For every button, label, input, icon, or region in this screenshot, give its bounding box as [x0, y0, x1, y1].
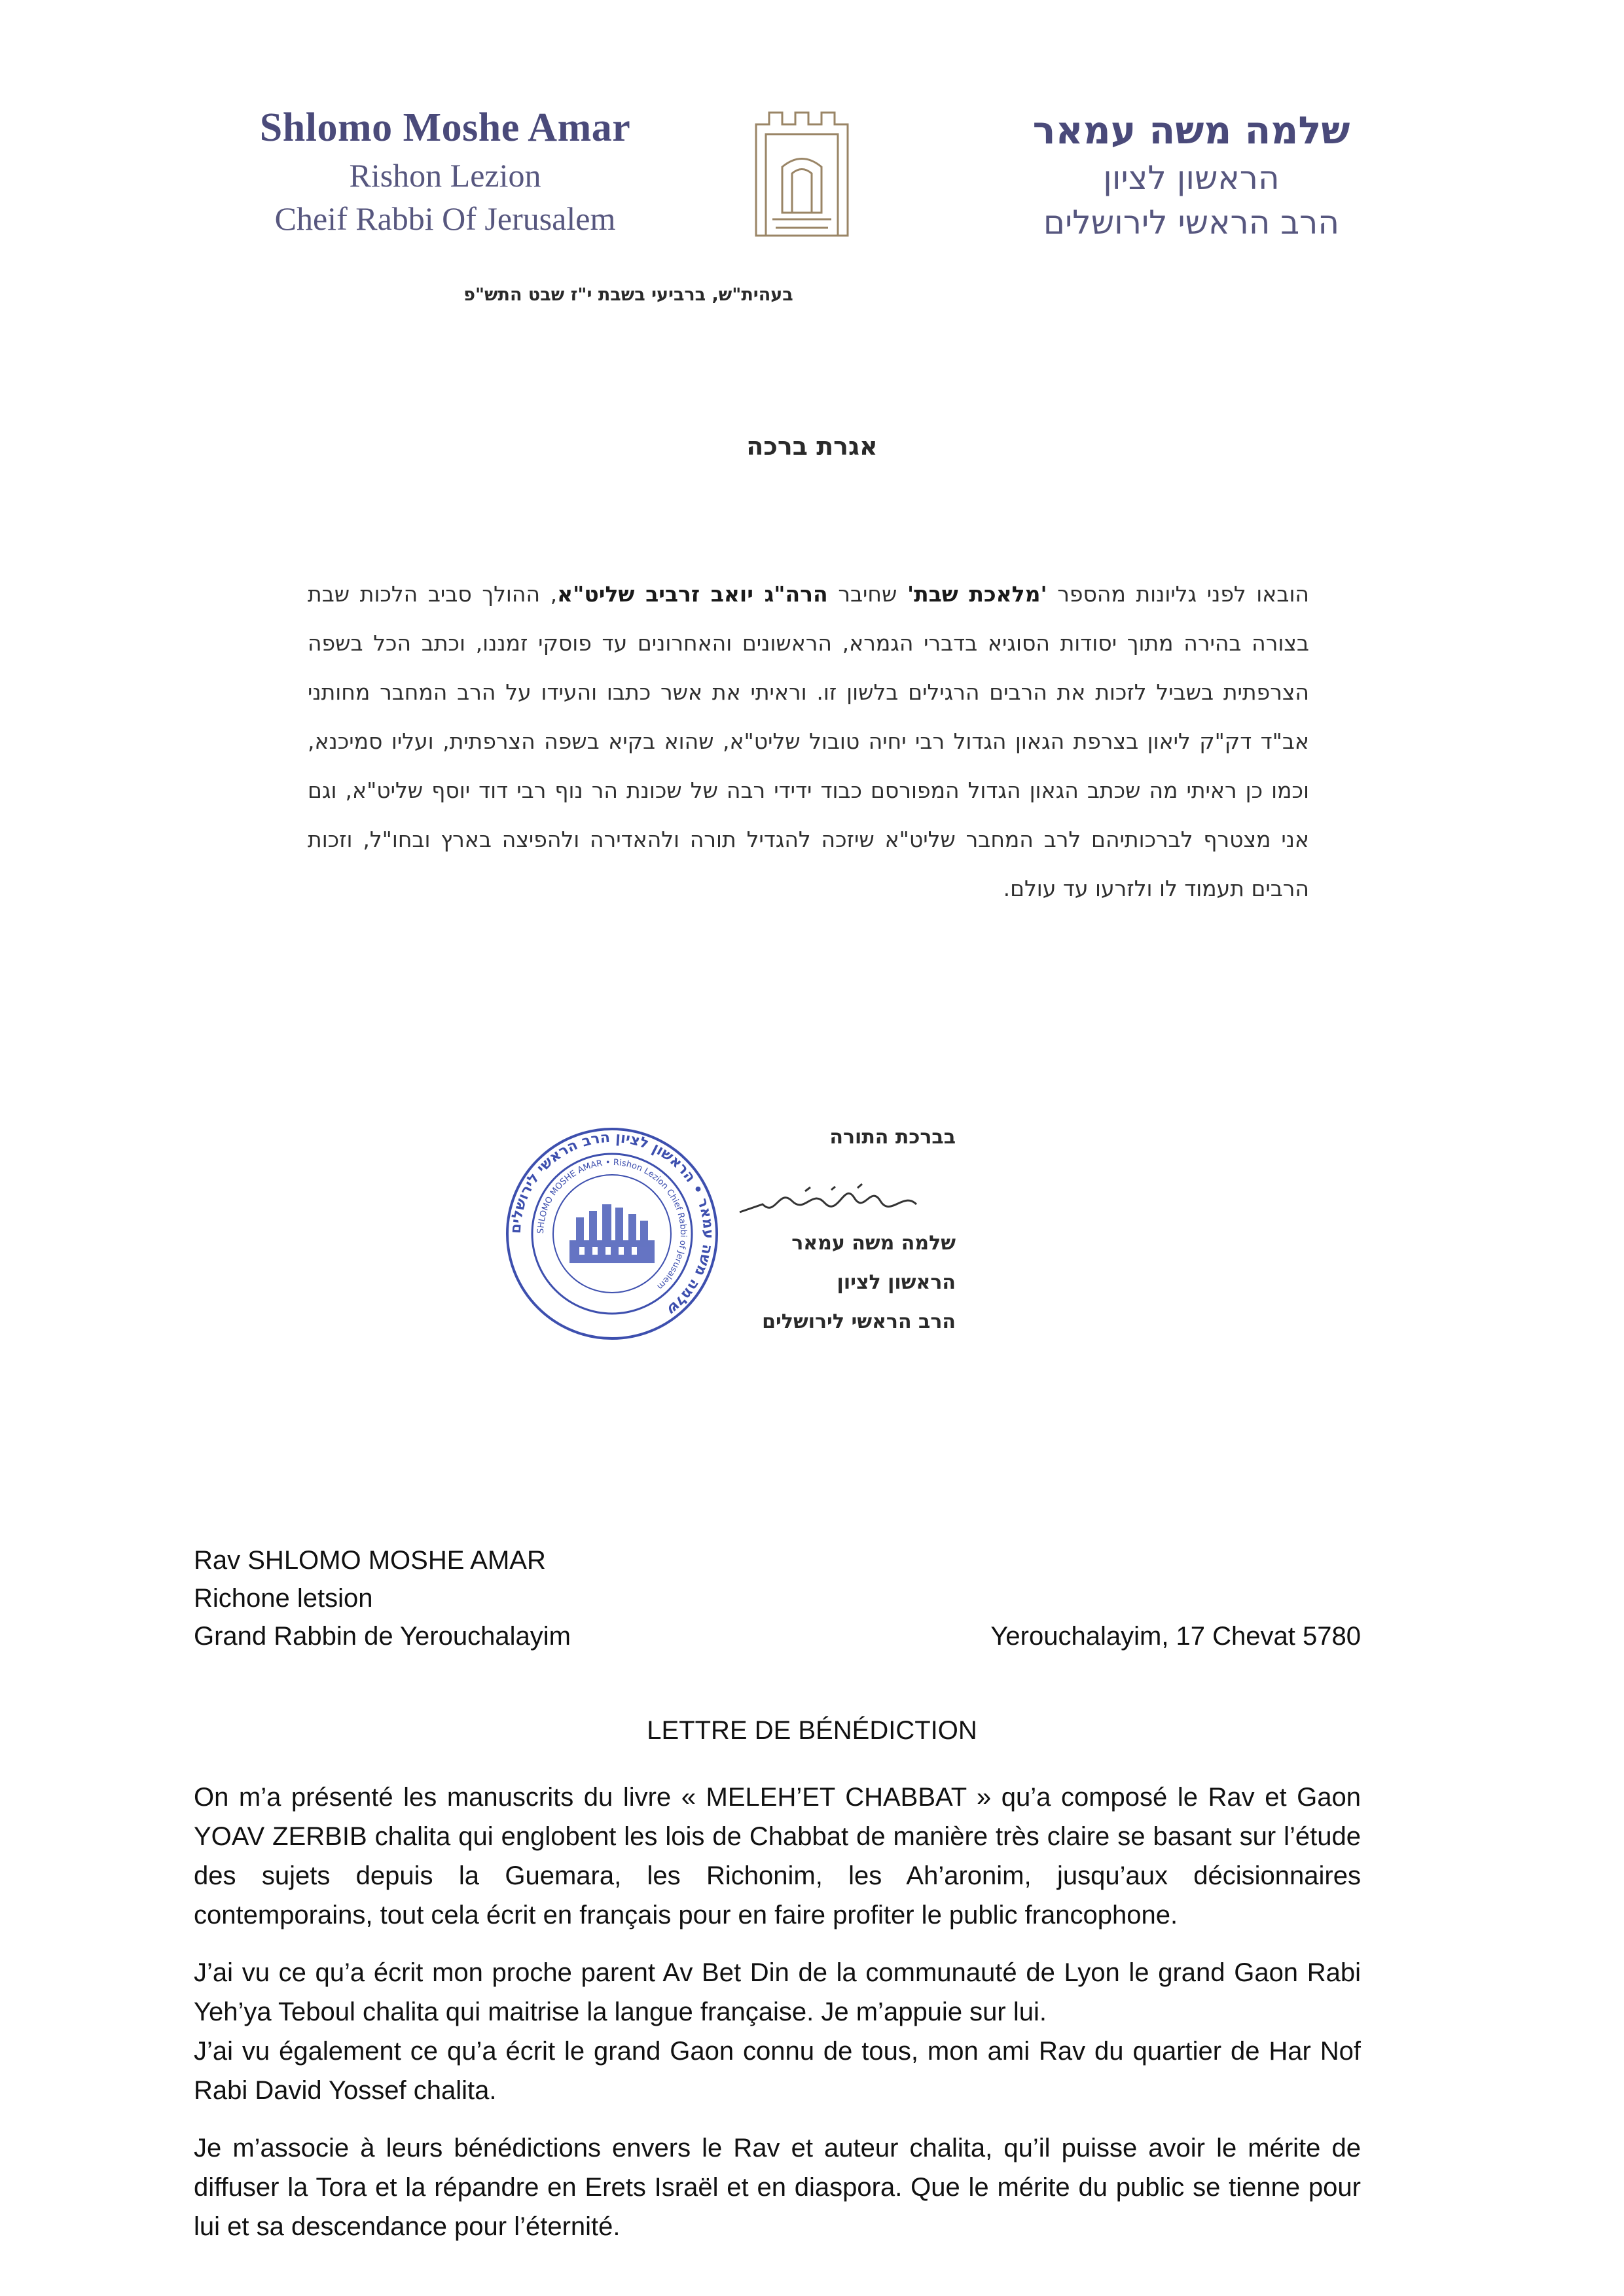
hebrew-book-name: 'מלאכת שבת': [907, 581, 1047, 607]
french-letter-title: LETTRE DE BÉNÉDICTION: [647, 1716, 977, 1745]
hebrew-letter-title: אגרת ברכה: [746, 432, 878, 461]
french-letter-body: [194, 1778, 1361, 2265]
hebrew-letter-body: [308, 569, 1309, 913]
tower-gate-emblem-icon: [746, 105, 857, 249]
hebrew-date: בעהית"ש, ברביעי בשבת י"ז שבט התש"פ: [463, 285, 793, 305]
letterhead-title-hebrew-1: הראשון לציון: [1103, 159, 1280, 197]
svg-text:SHLOMO MOSHE AMAR • Rishon Lez: [536, 1158, 688, 1291]
stamp-outer-text: שלמה משה עמאר • הראשון לציון הרב הראשי לירושלים: [507, 1129, 717, 1318]
french-paragraph-2: [194, 1953, 1361, 2110]
french-date: Yerouchalayim, 17 Chevat 5780: [990, 1622, 1361, 1651]
signature-blessing: בברכת התורה: [829, 1126, 956, 1149]
hebrew-body-rest: , ההולך סביב הלכות שבת בצורה בהירה מתוך יסודות הסוגיא בדברי הגמרא, הראשונים והאחרונים עד פוסקי זמננו, וכתב הכל בשפה הצרפתית בשביל לזכות את הרבים הרגילים בלשון זו. וראיתי את אשר כתבו והעידו על הרב המחבר מחותני אב"ד דק"ק ליאון בצרפת הגאון הגדול רבי יחיה טובול שליט"א, שהוא בקיא בשפה הצרפתית, ועליו סמיכנא, וכמו כן ראיתי מה שכתב הגאון הגדול המפורסם כבוד ידידי רבה של שכונת הר נוף רבי דוד יוסף שליט"א, וגם אני מצטרף לברכותיהם לרב המחבר שליט"א שיזכה להגדיל תורה ולהאדירה ולהפיצה בארץ ובחו"ל, וזכות הרבים תעמוד לו ולזרעו עד עולם.: [308, 581, 1309, 901]
hebrew-author-name: הרה"ג יואב זרביב שליט"א: [557, 581, 828, 607]
signature-title-1: הראשון לציון: [837, 1271, 956, 1294]
french-sender-address: [194, 1541, 571, 1655]
official-seal-stamp-icon: [504, 1126, 720, 1342]
letterhead-english: [249, 105, 641, 238]
letterhead-hebrew: [1021, 108, 1362, 242]
letterhead-title-english-1: Rishon Lezion: [349, 157, 541, 194]
stamp-inner-text: SHLOMO MOSHE AMAR • Rishon Lezion Chief Rabbi of Jerusalem: [535, 1157, 689, 1292]
signature-title-2: הרב הראשי לירושלים: [762, 1310, 956, 1333]
letterhead-name-english: Shlomo Moshe Amar: [259, 105, 631, 150]
hebrew-signature-block: [694, 1126, 956, 1342]
signature-name: שלמה משה עמאר: [791, 1232, 956, 1255]
french-sender-name: Rav SHLOMO MOSHE AMAR: [194, 1546, 546, 1575]
letterhead-title-english-2: Cheif Rabbi Of Jerusalem: [274, 200, 616, 237]
french-paragraph-2a: J’ai vu ce qu’a écrit mon proche parent Av Bet Din de la communauté de Lyon le grand Gaon Rabi Yeh’ya Teboul chalita qui maitrise la langue française. Je m’appuie sur lui.: [194, 1958, 1361, 2026]
french-paragraph-3: Je m’associe à leurs bénédictions envers le Rav et auteur chalita, qu’il puisse avoir le mérite de diffuser la Tora et la répandre en Erets Israël et en diaspora. Que le mérite du public se tienne pour lui et sa descendance pour l’éternité.: [194, 2134, 1361, 2241]
french-paragraph-1: On m’a présenté les manuscrits du livre « MELEH’ET CHABBAT » qu’a composé le Rav et Gaon YOAV ZERBIB chalita qui englobent les lois de Chabbat de manière très claire se basant sur l’étude des sujets depuis la Guemara, les Richonim, les Ah’aronim, jusqu’aux décisionnaires contemporains, tout cela écrit en français pour en faire profiter le public francophone.: [194, 1783, 1361, 1929]
letterhead-name-hebrew: שלמה משה עמאר: [1032, 108, 1350, 152]
french-sender-title-2: Grand Rabbin de Yerouchalayim: [194, 1622, 571, 1651]
french-paragraph-2b: J’ai vu également ce qu’a écrit le grand Gaon connu de tous, mon ami Rav du quartier de Har Nof Rabi David Yossef chalita.: [194, 2037, 1361, 2105]
french-sender-title-1: Richone letsion: [194, 1584, 373, 1613]
hebrew-body-mid: שחיבר: [827, 581, 907, 607]
letterhead-title-hebrew-2: הרב הראשי לירושלים: [1043, 204, 1340, 242]
hebrew-body-intro: הובאו לפני גליונות מהספר: [1047, 581, 1309, 607]
